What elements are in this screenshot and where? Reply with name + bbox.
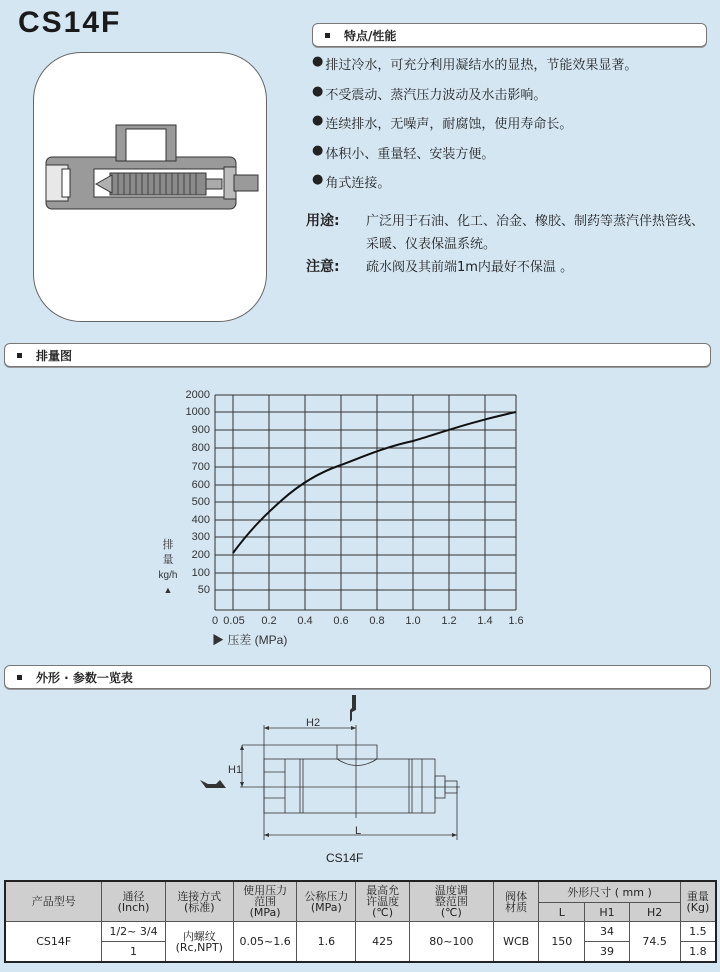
usage-text: 广泛用于石油、化工、冶金、橡胶、制药等蒸汽伴热管线、采暖、仪表保温系统。 <box>366 214 705 252</box>
y-axis-label: 排 量 kg/h ▲ <box>158 539 178 595</box>
header-working-pressure: 使用压力 范围 (MPa) <box>233 881 296 922</box>
header-material: 阀体 材质 <box>494 881 539 922</box>
note-text: 疏水阀及其前端1m内最好不保温 。 <box>366 260 574 275</box>
x-tick: 1.0 <box>405 615 421 627</box>
feature-item: ● 体积小、重量轻、安装方便。 <box>312 142 495 162</box>
header-nominal-pressure: 公称压力 (MPa) <box>297 881 356 922</box>
table-row: CS14F 1/2~ 3/4 内螺纹 (Rc,NPT) 0.05~1.6 1.6 425 80~100 WCB 150 34 74.5 1.5 <box>5 922 716 942</box>
specification-table <box>4 880 717 963</box>
header-dim-h2: H2 <box>629 903 680 922</box>
features-section-title: 特点/性能 <box>344 28 397 43</box>
y-tick: 500 <box>191 496 210 508</box>
x-tick: 0.4 <box>297 615 313 627</box>
feature-item: ● 排过冷水，可充分利用凝结水的显热，节能效果显著。 <box>312 54 638 73</box>
bullet-icon: ● <box>312 172 324 187</box>
chart-section-title: 排量图 <box>36 348 73 363</box>
x-tick: 0 <box>211 615 219 627</box>
x-tick: 1.6 <box>508 615 524 627</box>
inlet-flow-arrow-icon <box>200 780 226 788</box>
table-row: 1 39 1.8 <box>5 942 716 963</box>
x-tick: 1.2 <box>441 615 457 627</box>
header-connection: 连接方式 (标准) <box>165 881 233 922</box>
dimensions-section-header <box>4 665 711 689</box>
x-tick: 0.6 <box>333 615 349 627</box>
discharge-curve <box>233 412 516 553</box>
header-max-temp: 最高允 许温度 (℃) <box>356 881 409 922</box>
y-tick: 700 <box>191 461 210 473</box>
bullet-icon: ● <box>312 113 324 128</box>
y-tick: 600 <box>191 479 210 491</box>
l-label: L <box>355 825 362 837</box>
y-tick: 200 <box>191 549 210 561</box>
header-model: 产品型号 <box>5 881 102 922</box>
x-tick: 0.8 <box>369 615 385 627</box>
dimensions-section-title: 外形 · 参数一览表 <box>36 670 133 685</box>
y-tick: 900 <box>191 424 210 436</box>
feature-item: ● 不受震动、蒸汽压力波动及水击影响。 <box>312 83 547 103</box>
product-model-title: CS14F <box>18 6 122 39</box>
x-tick: 0.05 <box>223 615 245 627</box>
bullet-icon: ● <box>312 83 324 99</box>
header-dimensions: 外形尺寸 ( mm ) <box>539 881 681 903</box>
y-tick: 1000 <box>185 406 210 418</box>
x-axis-label: ▶ 压差 (MPa) <box>212 633 288 647</box>
y-tick: 300 <box>191 531 210 543</box>
h1-label: H1 <box>228 764 243 776</box>
header-weight: 重量 (Kg) <box>680 881 716 922</box>
x-tick: 0.2 <box>261 615 277 627</box>
drawing-caption: CS14F <box>326 851 364 865</box>
y-tick: 400 <box>191 514 210 526</box>
note-label: 注意: <box>306 259 340 275</box>
x-tick: 1.4 <box>477 615 493 627</box>
header-dim-h1: H1 <box>585 903 629 922</box>
bullet-icon: ● <box>312 54 324 69</box>
header-temp-range: 温度调 整范围 (℃) <box>409 881 493 922</box>
square-bullet-icon <box>17 675 22 680</box>
bullet-icon: ● <box>312 142 324 158</box>
y-tick: 100 <box>191 567 210 579</box>
outlet-flow-arrow-icon <box>350 695 356 722</box>
header-dim-l: L <box>539 903 585 922</box>
y-tick: 2000 <box>185 389 210 401</box>
feature-item: ● 连续排水，无噪声，耐腐蚀，使用寿命长。 <box>312 113 573 132</box>
y-tick: 50 <box>197 584 210 596</box>
feature-item: ● 角式连接。 <box>312 172 391 191</box>
y-tick: 800 <box>191 442 210 454</box>
h2-label: H2 <box>306 717 321 729</box>
header-size: 通径 (Inch) <box>102 881 165 922</box>
usage-label: 用途: <box>306 213 340 229</box>
